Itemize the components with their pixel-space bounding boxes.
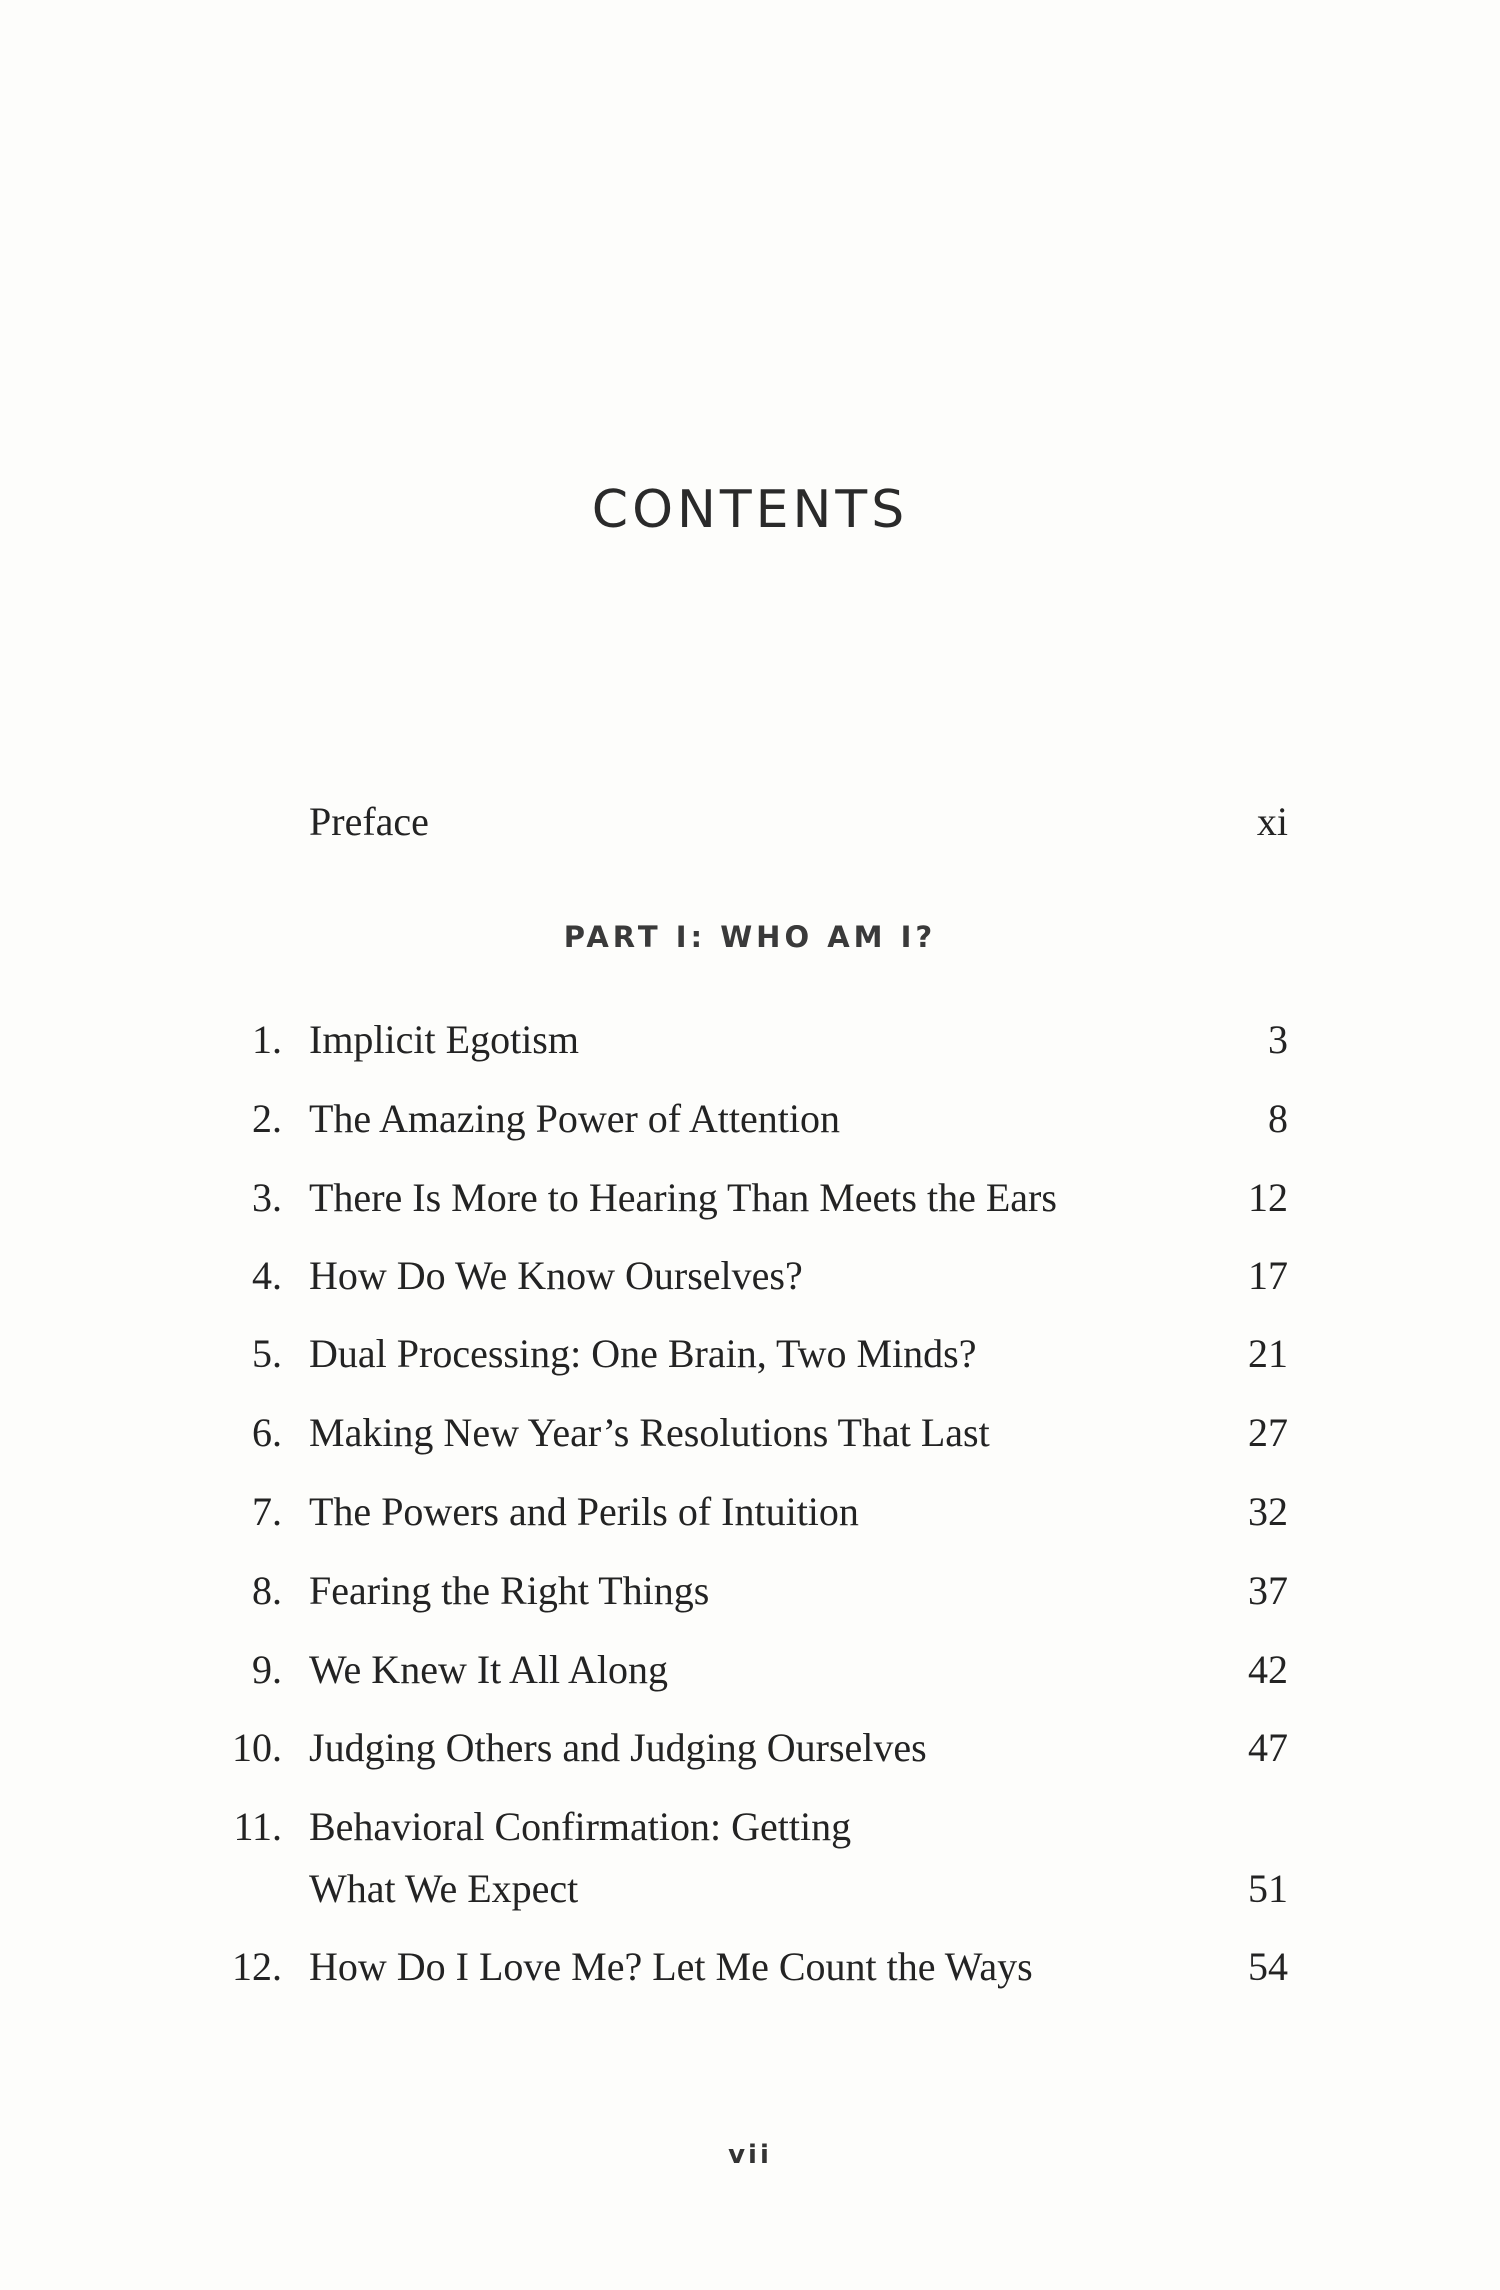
toc-entry-number: 11.	[233, 1804, 282, 1849]
toc-entry-preface[interactable]	[0, 792, 1500, 852]
toc-entry-number: 4.	[252, 1253, 282, 1298]
toc-entry-continuation[interactable]	[0, 1859, 1500, 1919]
toc-entry-title: How Do I Love Me? Let Me Count the Ways	[309, 1944, 1033, 1989]
toc-entry-number: 7.	[252, 1489, 282, 1534]
toc-entry-number: 12.	[232, 1944, 282, 1989]
toc-entry[interactable]	[0, 1482, 1500, 1542]
toc-entry-page: 27	[1248, 1410, 1288, 1455]
toc-entry-title: Fearing the Right Things	[309, 1568, 710, 1613]
toc-entry[interactable]	[0, 1797, 1500, 1857]
page-title: CONTENTS	[591, 480, 909, 540]
toc-entry-title: How Do We Know Ourselves?	[309, 1253, 803, 1298]
toc-entry-page: 54	[1248, 1944, 1288, 1989]
toc-entry-page: 3	[1268, 1017, 1288, 1062]
toc-entry[interactable]	[0, 1089, 1500, 1149]
toc-entry-page: 17	[1248, 1253, 1288, 1298]
toc-entry-title: The Amazing Power of Attention	[309, 1096, 841, 1141]
toc-entry-page: 32	[1248, 1489, 1288, 1534]
toc-entry-title: There Is More to Hearing Than Meets the Ears	[309, 1175, 1057, 1220]
toc-entry-number: 10.	[232, 1725, 282, 1770]
toc-entry-title: Implicit Egotism	[309, 1017, 579, 1062]
toc-entry[interactable]	[0, 1937, 1500, 1997]
page-number: vii	[728, 2140, 772, 2170]
toc-entry-number: 9.	[252, 1647, 282, 1692]
toc-entry-page: 42	[1248, 1647, 1288, 1692]
toc-entry-title: Preface	[309, 799, 429, 844]
toc-entry[interactable]	[0, 1168, 1500, 1228]
toc-entry-page: xi	[1256, 799, 1288, 844]
toc-entry-number: 5.	[252, 1331, 282, 1376]
toc-entry-title: Dual Processing: One Brain, Two Minds?	[309, 1331, 977, 1376]
toc-entry[interactable]	[0, 1718, 1500, 1778]
toc-entry-title: Judging Others and Judging Ourselves	[309, 1725, 927, 1770]
toc-entry-page: 21	[1248, 1331, 1288, 1376]
toc-entry-page: 37	[1248, 1568, 1288, 1613]
part-heading: PART I: WHO AM I?	[563, 920, 937, 954]
toc-entry-number: 1.	[252, 1017, 282, 1062]
toc-entry-page: 8	[1268, 1096, 1288, 1141]
toc-entry[interactable]	[0, 1640, 1500, 1700]
toc-entry-number: 8.	[252, 1568, 282, 1613]
toc-entry-title: Making New Year’s Resolutions That Last	[309, 1410, 990, 1455]
toc-entry-number: 3.	[252, 1175, 282, 1220]
toc-entry-title: We Knew It All Along	[309, 1647, 668, 1692]
toc-entry-title: Behavioral Confirmation: Getting	[309, 1804, 852, 1849]
toc-entry[interactable]	[0, 1324, 1500, 1384]
toc-entry-page: 51	[1248, 1866, 1288, 1911]
toc-entry-page: 47	[1248, 1725, 1288, 1770]
toc-entry[interactable]	[0, 1561, 1500, 1621]
toc-entry-number: 6.	[252, 1410, 282, 1455]
toc-entry-number: 2.	[252, 1096, 282, 1141]
toc-entry-title-line2: What We Expect	[309, 1866, 579, 1911]
toc-entry[interactable]	[0, 1246, 1500, 1306]
toc-entry-page: 12	[1248, 1175, 1288, 1220]
toc-entry[interactable]	[0, 1010, 1500, 1070]
toc-entry[interactable]	[0, 1403, 1500, 1463]
toc-entry-title: The Powers and Perils of Intuition	[309, 1489, 859, 1534]
